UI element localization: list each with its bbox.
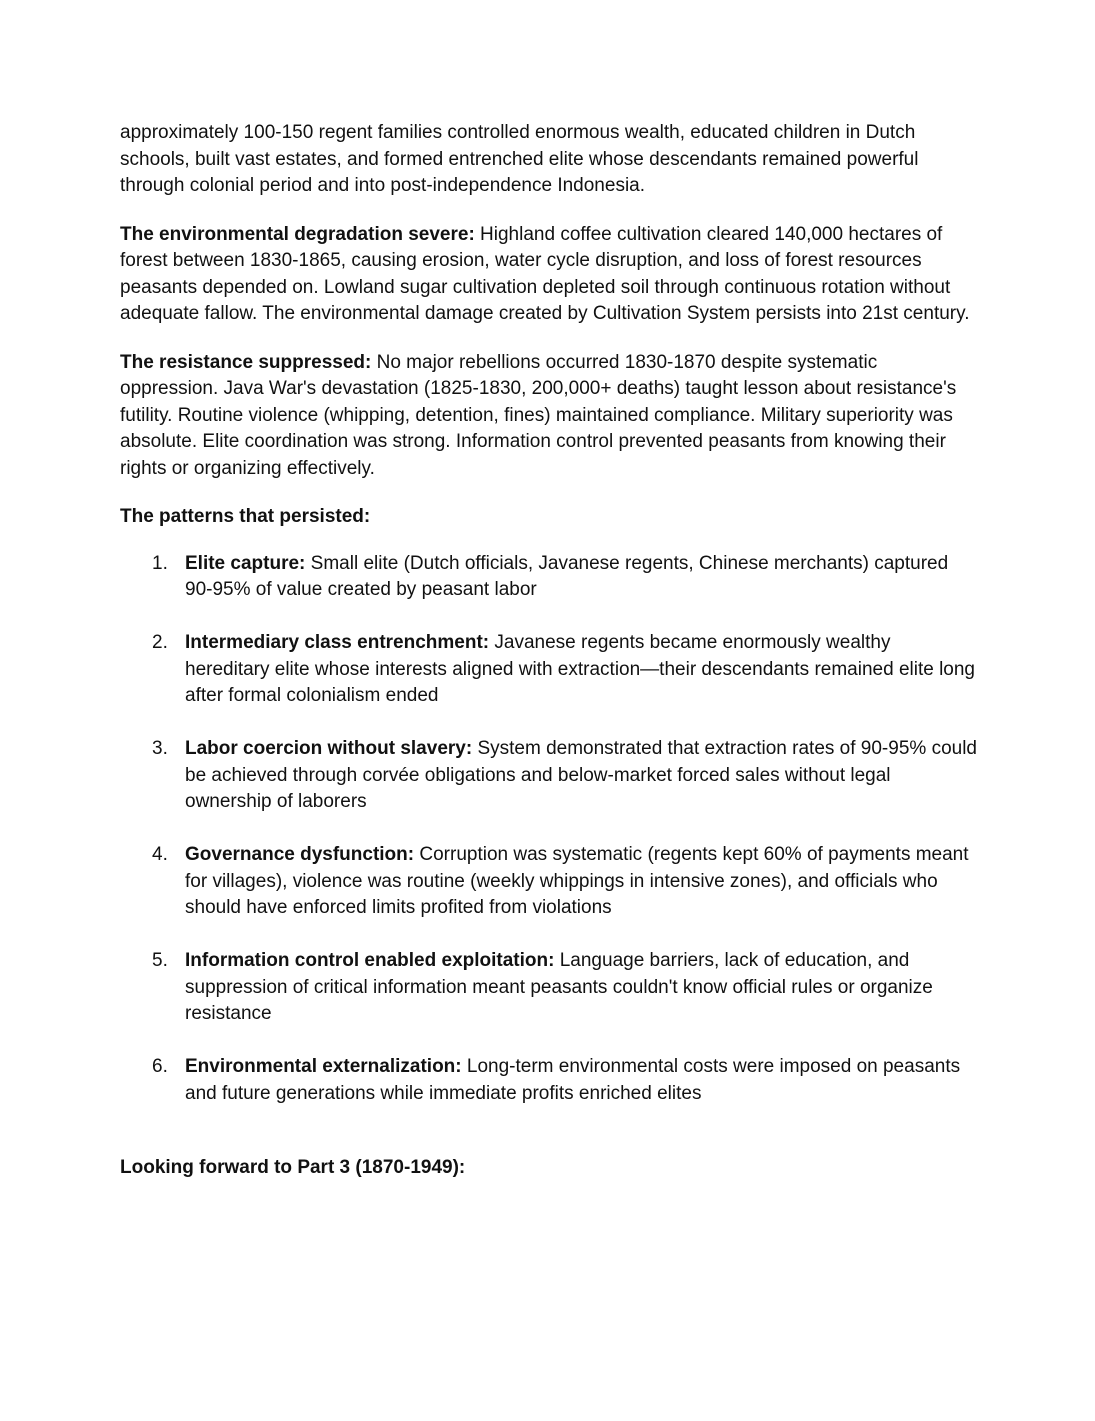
list-item-text: Long-term environmental costs were imposed on peasants and future generations while immediate profits enriched elites (185, 1056, 961, 1104)
list-item-text: System demonstrated that extraction rates of 90-95% could be achieved through corvée obligations and below-market forced sales without legal ownership of laborers (185, 738, 977, 812)
list-item-title: Information control enabled exploitation: (185, 950, 555, 971)
list-item-title: Intermediary class entrenchment: (185, 632, 490, 653)
list-item-text: Corruption was systematic (regents kept 60% of payments meant for villages), violence was routine (weekly whippings in intensive zones), and officials who should have enforced limits profited from violations (185, 844, 969, 918)
resistance-paragraph (120, 350, 980, 483)
list-item-text: Small elite (Dutch officials, Javanese regents, Chinese merchants) captured 90-95% of value created by peasant labor (185, 552, 949, 600)
environment-paragraph (120, 222, 980, 328)
list-item (120, 842, 980, 922)
patterns-heading: The patterns that persisted: (120, 506, 371, 527)
environment-heading: The environmental degradation severe: (120, 223, 475, 245)
list-item-number: 3. (152, 738, 168, 759)
list-item-title: Labor coercion without slavery: (185, 738, 473, 759)
list-item (120, 948, 980, 1028)
list-item-number: 1. (152, 552, 168, 574)
list-item (120, 551, 980, 604)
list-item-number: 4. (152, 844, 168, 865)
list-item-title: Governance dysfunction: (185, 844, 415, 865)
document-page (120, 120, 980, 1204)
list-item-title: Elite capture: (185, 552, 306, 574)
resistance-text: No major rebellions occurred 1830-1870 despite systematic oppression. Java War's devastation (1825-1830, 200,000+ deaths) taught lesson about resistance's futility. Routine violence (whipping, detention, fines) maintained compliance. Military superiority was absolute. Elite coordination was strong. Information control prevented peasants from knowing their rights or organizing effectively. (120, 351, 957, 479)
list-item (120, 630, 980, 710)
intro-paragraph: approximately 100-150 regent families controlled enormous wealth, educated children in Dutch schools, built vast estates, and formed entrenched elite whose descendants remained powerful through colonial period and into post-independence Indonesia. (120, 122, 919, 196)
list-item-number: 5. (152, 950, 168, 971)
list-item-number: 2. (152, 632, 168, 653)
environment-text: Highland coffee cultivation cleared 140,000 hectares of forest between 1830-1865, causing erosion, water cycle disruption, and loss of forest resources peasants depended on. Lowland sugar cultivation depleted soil through continuous rotation without adequate fallow. The environmental damage created by Cultivation System persists into 21st century. (120, 223, 970, 324)
list-item-text: Javanese regents became enormously wealthy hereditary elite whose interests aligned with extraction—their descendants remained elite long after formal colonialism ended (185, 632, 975, 706)
list-item-title: Environmental externalization: (185, 1056, 462, 1077)
list-item-text: Language barriers, lack of education, and suppression of critical information meant peasants couldn't know official rules or organize resistance (185, 950, 933, 1024)
list-item (120, 736, 980, 816)
resistance-heading: The resistance suppressed: (120, 351, 372, 373)
forward-heading: Looking forward to Part 3 (1870-1949): (120, 1157, 466, 1178)
list-item-number: 6. (152, 1056, 168, 1077)
patterns-list (120, 551, 980, 1108)
list-item (120, 1054, 980, 1107)
